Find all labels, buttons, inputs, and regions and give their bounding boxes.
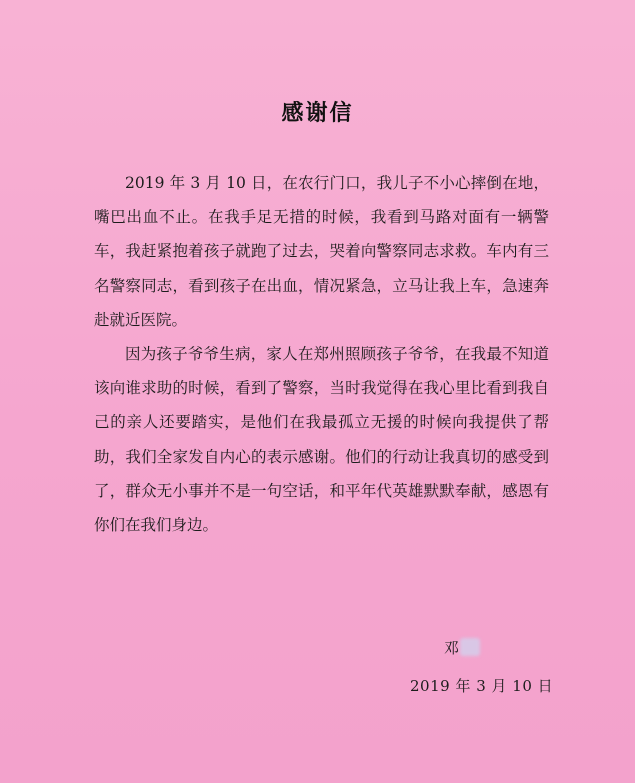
body-paragraph: 2019 年 3 月 10 日，在农行门口，我儿子不小心摔倒在地，嘴巴出血不止。在我手足无措的时候，我看到马路对面有一辆警车，我赶紧抱着孩子就跑了过去，哭着向警察同志求救。车内有三名警察同志，看到孩子在出血，情况紧急，立马让我上车，急速奔赴就近医院。 [94,174,549,329]
letter-title: 感谢信 [281,101,354,126]
signature-surname: 邓 [444,639,460,657]
letter-date: 2019 年 3 月 10 日 [410,677,554,695]
signature [444,638,480,658]
body-paragraph: 因为孩子爷爷生病，家人在郑州照顾孩子爷爷，在我最不知道该向谁求助的时候，看到了警察，当时我觉得在我心里比看到我自己的亲人还要踏实，是他们在我最孤立无援的时候向我提供了帮助，我们全家发自内心的表示感谢。他们的行动让我真切的感受到了，群众无小事并不是一句空话，和平年代英雄默默奉献，感恩有你们在我们身边。 [94,345,549,535]
redacted-name-blur [460,638,480,656]
letter-body [94,166,549,542]
